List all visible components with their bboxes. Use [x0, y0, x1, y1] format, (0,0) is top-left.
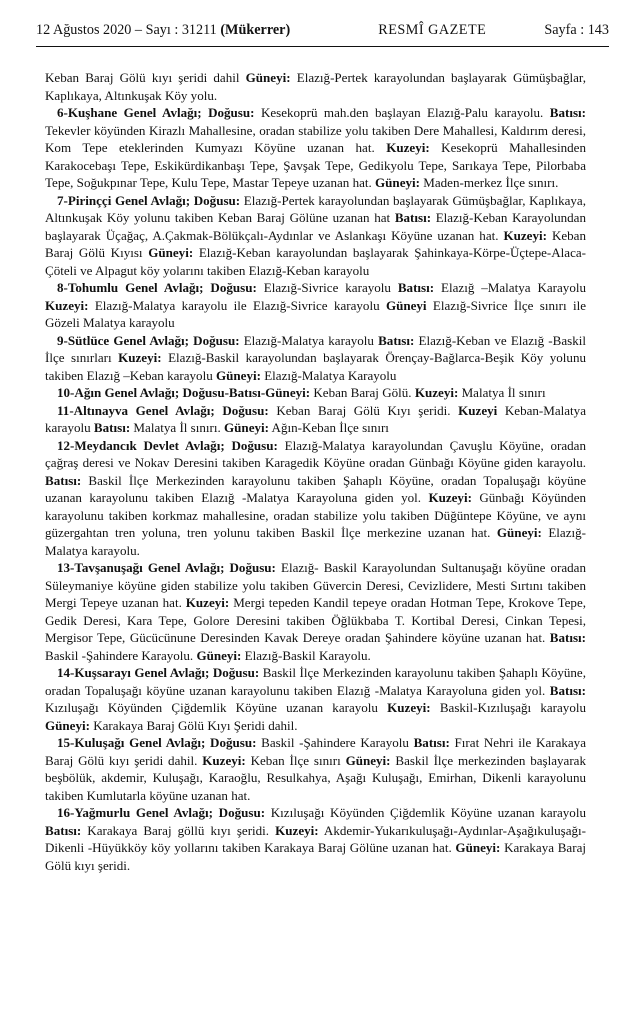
bold-label: Kuzeyi: — [428, 490, 472, 505]
paragraph-text: Keban Baraj Gölü Kıyı şeridi. — [268, 402, 459, 418]
bold-label: Batısı: — [45, 822, 82, 838]
bold-label: Batısı: — [394, 210, 432, 225]
paragraph-text: Kızıluşağı Köyünden Çiğdemlik Köyüne uzanan karayolu — [265, 805, 586, 820]
bold-label: Kuzeyi: — [45, 297, 89, 313]
paragraph — [45, 559, 586, 664]
paragraph-text: Elazığ-Keban ve Elazığ -Baskil İlçe sınırları — [45, 332, 586, 365]
paragraph-text: Keban Baraj Gölü kıyı şeridi dahil — [45, 70, 246, 85]
bold-label: 12-Meydancık Devlet Avlağı; Doğusu: — [57, 437, 278, 453]
bold-label: Kuzeyi — [458, 402, 498, 418]
paragraph-text: Elazığ-Sivrice karayolu — [256, 280, 398, 295]
gazette-name: RESMÎ GAZETE — [378, 22, 487, 38]
paragraph — [45, 734, 586, 804]
bold-label: Güneyi: — [375, 175, 420, 190]
paragraph-text: Keban İlçe sınırı — [245, 752, 346, 768]
bold-label: Güneyi: — [224, 420, 269, 435]
paragraph-text: Elazığ-Malatya karayolu ile Elazığ-Sivrice karayolu — [88, 297, 386, 313]
paragraph — [45, 104, 586, 192]
paragraph-text: Keban Baraj Gölü. — [310, 385, 415, 400]
bold-label: 16-Yağmurlu Genel Avlağı; Doğusu: — [57, 805, 266, 820]
bold-label: Kuzeyi: — [185, 595, 230, 610]
paragraph-text: Akdemir-Yukarıkuluşağı-Aydınlar-Aşağıkuluşağı-Dikenli -Hüyükköy köy yollarını takiben Karakaya Baraj Gölüne uzanan hat. — [45, 822, 586, 855]
bold-label: Batısı: — [549, 105, 587, 120]
paragraph-text: Keban-Malatya karayolu — [45, 402, 586, 435]
bold-label: Batısı: — [45, 472, 82, 488]
bold-label: Kuzeyi: — [202, 752, 246, 768]
bold-label: Batısı: — [549, 682, 586, 698]
paragraph-text: Mergi tepeden Kandil tepeye oradan Hotman Tepe, Krokove Tepe, Gedik Deresi, Kara Tepe, Golore Deresini takiben Öğlükbaba T. Kortibal Deresi, Cinkan Tepesi, Mergisor Tepe, Gücücünune Deresinden Kavak Dereye oradan Şahindere köyüne uzanan hat. — [45, 595, 586, 645]
bold-label: Kuzeyi: — [386, 140, 430, 155]
paragraph — [45, 69, 586, 104]
paragraph — [45, 279, 586, 332]
paragraph-text: Elazığ- Baskil Karayolundan Sultanuşağı köyüne oradan Süleymaniye köyüne giden stabilize yolu takiben Güvercin Deresi, Cevizlidere, Mesti Sırtını takiben Mergi Tepeye uzanan hat. — [45, 560, 586, 610]
bold-label: 13-Tavşanuşağı Genel Avlağı; Doğusu: — [57, 560, 276, 575]
bold-label: Batısı: — [93, 420, 131, 435]
paragraph-text: Elazığ-Keban karayolundan başlayarak Şahinkaya-Körpe-Üçtepe-Alaca-Çöteli ve Alpagut köy yolarını takiben Elazığ-Keban karayolu — [45, 245, 586, 278]
bold-label: 15-Kuluşağı Genel Avlağı; Doğusu: — [57, 735, 257, 750]
paragraph-text: Malatya İl sınırı. — [130, 420, 225, 435]
paragraph — [45, 384, 586, 402]
bold-label: Kuzeyi: — [118, 350, 162, 365]
paragraph-text: Baskil-Kızıluşağı karayolu — [430, 700, 586, 715]
bold-label: 10-Ağın Genel Avlağı; Doğusu-Batısı-Güneyi: — [57, 385, 311, 400]
bold-label: 7-Pirinççi Genel Avlağı; Doğusu: — [57, 192, 241, 208]
paragraph — [45, 192, 586, 280]
bold-label: 14-Kuşsarayı Genel Avlağı; Doğusu: — [57, 665, 260, 680]
paragraph-text: Elazığ-Sivrice İlçe sınırı ile Gözeli Malatya karayolu — [45, 297, 586, 330]
bold-label: Batısı: — [397, 280, 435, 295]
paragraph-text: Tekevler köyünden Kirazlı Mahallesine, oradan stabilize yolu takiben Dere Mahallesi, Kaldırım deresi, Kom Tepe eteklerinden Kumyazı Köyüne uzanan hat. — [45, 122, 586, 155]
bold-label: Kuzeyi: — [387, 700, 431, 715]
bold-label: Kuzeyi: — [503, 227, 547, 243]
paragraph-text: Elazığ-Baskil karayolundan başlayarak Örençay-Bağlarca-Beşik Köy yolunu takiben Elazığ –Keban karayolu — [45, 350, 586, 383]
bold-label: 6-Kuşhane Genel Avlağı; Doğusu: — [57, 105, 255, 120]
paragraph-text: Fırat Nehri ile Karakaya Baraj Gölü kıyı şeridi dahil. — [45, 735, 586, 768]
paragraph-text: Karakaya Baraj göllü kıyı şeridi. — [81, 822, 276, 838]
paragraph-text: Malatya İl sınırı — [458, 385, 546, 400]
bold-label: Kuzeyi: — [414, 385, 459, 400]
bold-label: Batısı: — [378, 332, 415, 348]
bold-label: Güneyi: — [45, 717, 90, 733]
document-body — [45, 69, 586, 874]
paragraph — [45, 804, 586, 874]
paragraph-text: Baskil -Şahindere Karayolu. — [45, 647, 197, 663]
bold-label: Güneyi: — [455, 840, 501, 855]
paragraph-text: Baskil İlçe Merkezinden karayolunu takiben Şahaplı Köyüne, oradan Topaluşağı köyüne uzanan karayolunu takiben Elazığ -Malatya Karayoluna giden yol. — [45, 665, 586, 698]
paragraph-text: Elazığ-Malatya karayolu. — [45, 525, 586, 558]
bold-label: Kuzeyi: — [275, 822, 319, 838]
bold-label: Güneyi: — [496, 525, 542, 540]
paragraph-text: Kızıluşağı Köyünden Çiğdemlik Köyüne uzanan karayolu — [45, 700, 388, 715]
paragraph-text: Elazığ-Malatya karayolu — [239, 332, 379, 348]
paragraph-text: Baskil İlçe Merkezinden karayolunu takiben Şahaplı Köyüne, oradan Topaluşağı köyüne uzanan karayolunu takiben Elazığ -Malatya Karayoluna giden yol. — [45, 472, 586, 505]
paragraph-text: Kesekoprü Mahallesinden Karakocebaşı Tepe, Eskikürdikanbaşı Tepe, Şavşak Tepe, Gedikyolu Tepe, Sarıkaya Tepe, Pilorbaba Tepe, Soğukpınar Tepe, Kulu Tepe, Mastar Tepeye uzanan hat. — [45, 140, 586, 190]
bold-label: Güneyi: — [245, 70, 291, 85]
paragraph-text: Elazığ-Baskil Karayolu. — [241, 647, 371, 663]
bold-label: Güneyi: — [148, 245, 194, 260]
paragraph-text: Maden-merkez İlçe sınırı. — [419, 175, 559, 190]
paragraph-text: Elazığ-Malatya Karayolu — [260, 367, 397, 383]
bold-label: Batısı: — [549, 630, 586, 645]
paragraph-text: Karakaya Baraj Gölü kıyı şeridi. — [45, 840, 586, 873]
page-header — [36, 22, 609, 47]
paragraph-text: Elazığ-Keban Karayolundan başlayarak Üçağaç, A.Çakmak-Bölükçalı-Aydınlar ve Aslankaşı Köyüne uzanan hat. — [45, 210, 586, 243]
paragraph-text: Elazığ-Pertek karayolundan başlayarak Gümüşbağlar, Kaplıkaya, Altınkuşak Köy yolunu takiben Keban Baraj Gölüne uzanan hat — [45, 192, 586, 225]
paragraph-text: Keban Baraj Gölü Kıyısı — [45, 227, 586, 260]
issue-edition: (Mükerrer) — [220, 22, 291, 38]
paragraph — [45, 664, 586, 734]
paragraph-text: Baskil İlçe merkezinden başlayarak beşbölük, akdemir, Kuluşağı, Karaoğlu, Resulkahya, Aşağı Kuluşağı, Emirhan, Dikenli karayolunu takiben Kumlutarla köyüne uzanan hat. — [45, 752, 586, 803]
bold-label: Güneyi — [385, 297, 427, 313]
bold-label: 11-Altınayva Genel Avlağı; Doğusu: — [57, 402, 269, 418]
issue-date-number: 12 Ağustos 2020 – Sayı : 31211 — [36, 22, 217, 38]
paragraph-text: Ağın-Keban İlçe sınırı — [268, 420, 389, 435]
paragraph-text: Baskil -Şahindere Karayolu — [256, 735, 414, 750]
paragraph — [45, 437, 586, 560]
bold-label: Güneyi: — [345, 752, 391, 768]
bold-label: 8-Tohumlu Genel Avlağı; Doğusu: — [57, 280, 257, 295]
paragraph-text: Karakaya Baraj Gölü Kıyı Şeridi dahil. — [89, 717, 298, 733]
paragraph-text: Elazığ-Pertek karayolundan başlayarak Gümüşbağlar, Kaplıkaya, Altınkuşak Köy yolu. — [45, 70, 586, 103]
paragraph-text: Kesekoprü mah.den başlayan Elazığ-Palu karayolu. — [254, 105, 550, 120]
bold-label: Güneyi: — [216, 367, 261, 383]
bold-label: 9-Sütlüce Genel Avlağı; Doğusu: — [57, 332, 240, 348]
paragraph-text: Elazığ-Malatya karayolundan Çavuşlu Köyüne, oradan çağraş deresi ve Nokav Deresini takiben Karagedik Köyüne oradan Günbağı Köyüne giden karayolu. — [45, 437, 586, 470]
bold-label: Güneyi: — [196, 647, 242, 663]
paragraph — [45, 402, 586, 437]
paragraph-text: Günbağı Köyünden karayolunu takiben korkmaz mahallesine, oradan stabilize yolu takiben Düğüntepe Köyüne, ve aynı güzergahtan tren yoluna, tren yolunu takiben Baskil İlçe merkezine uzanan hat. — [45, 490, 587, 540]
paragraph — [45, 332, 586, 385]
issue-info — [36, 22, 290, 39]
page-number: Sayfa : 143 — [544, 22, 609, 38]
paragraph-text: Elazığ –Malatya Karayolu — [434, 280, 586, 295]
bold-label: Batısı: — [413, 735, 450, 750]
